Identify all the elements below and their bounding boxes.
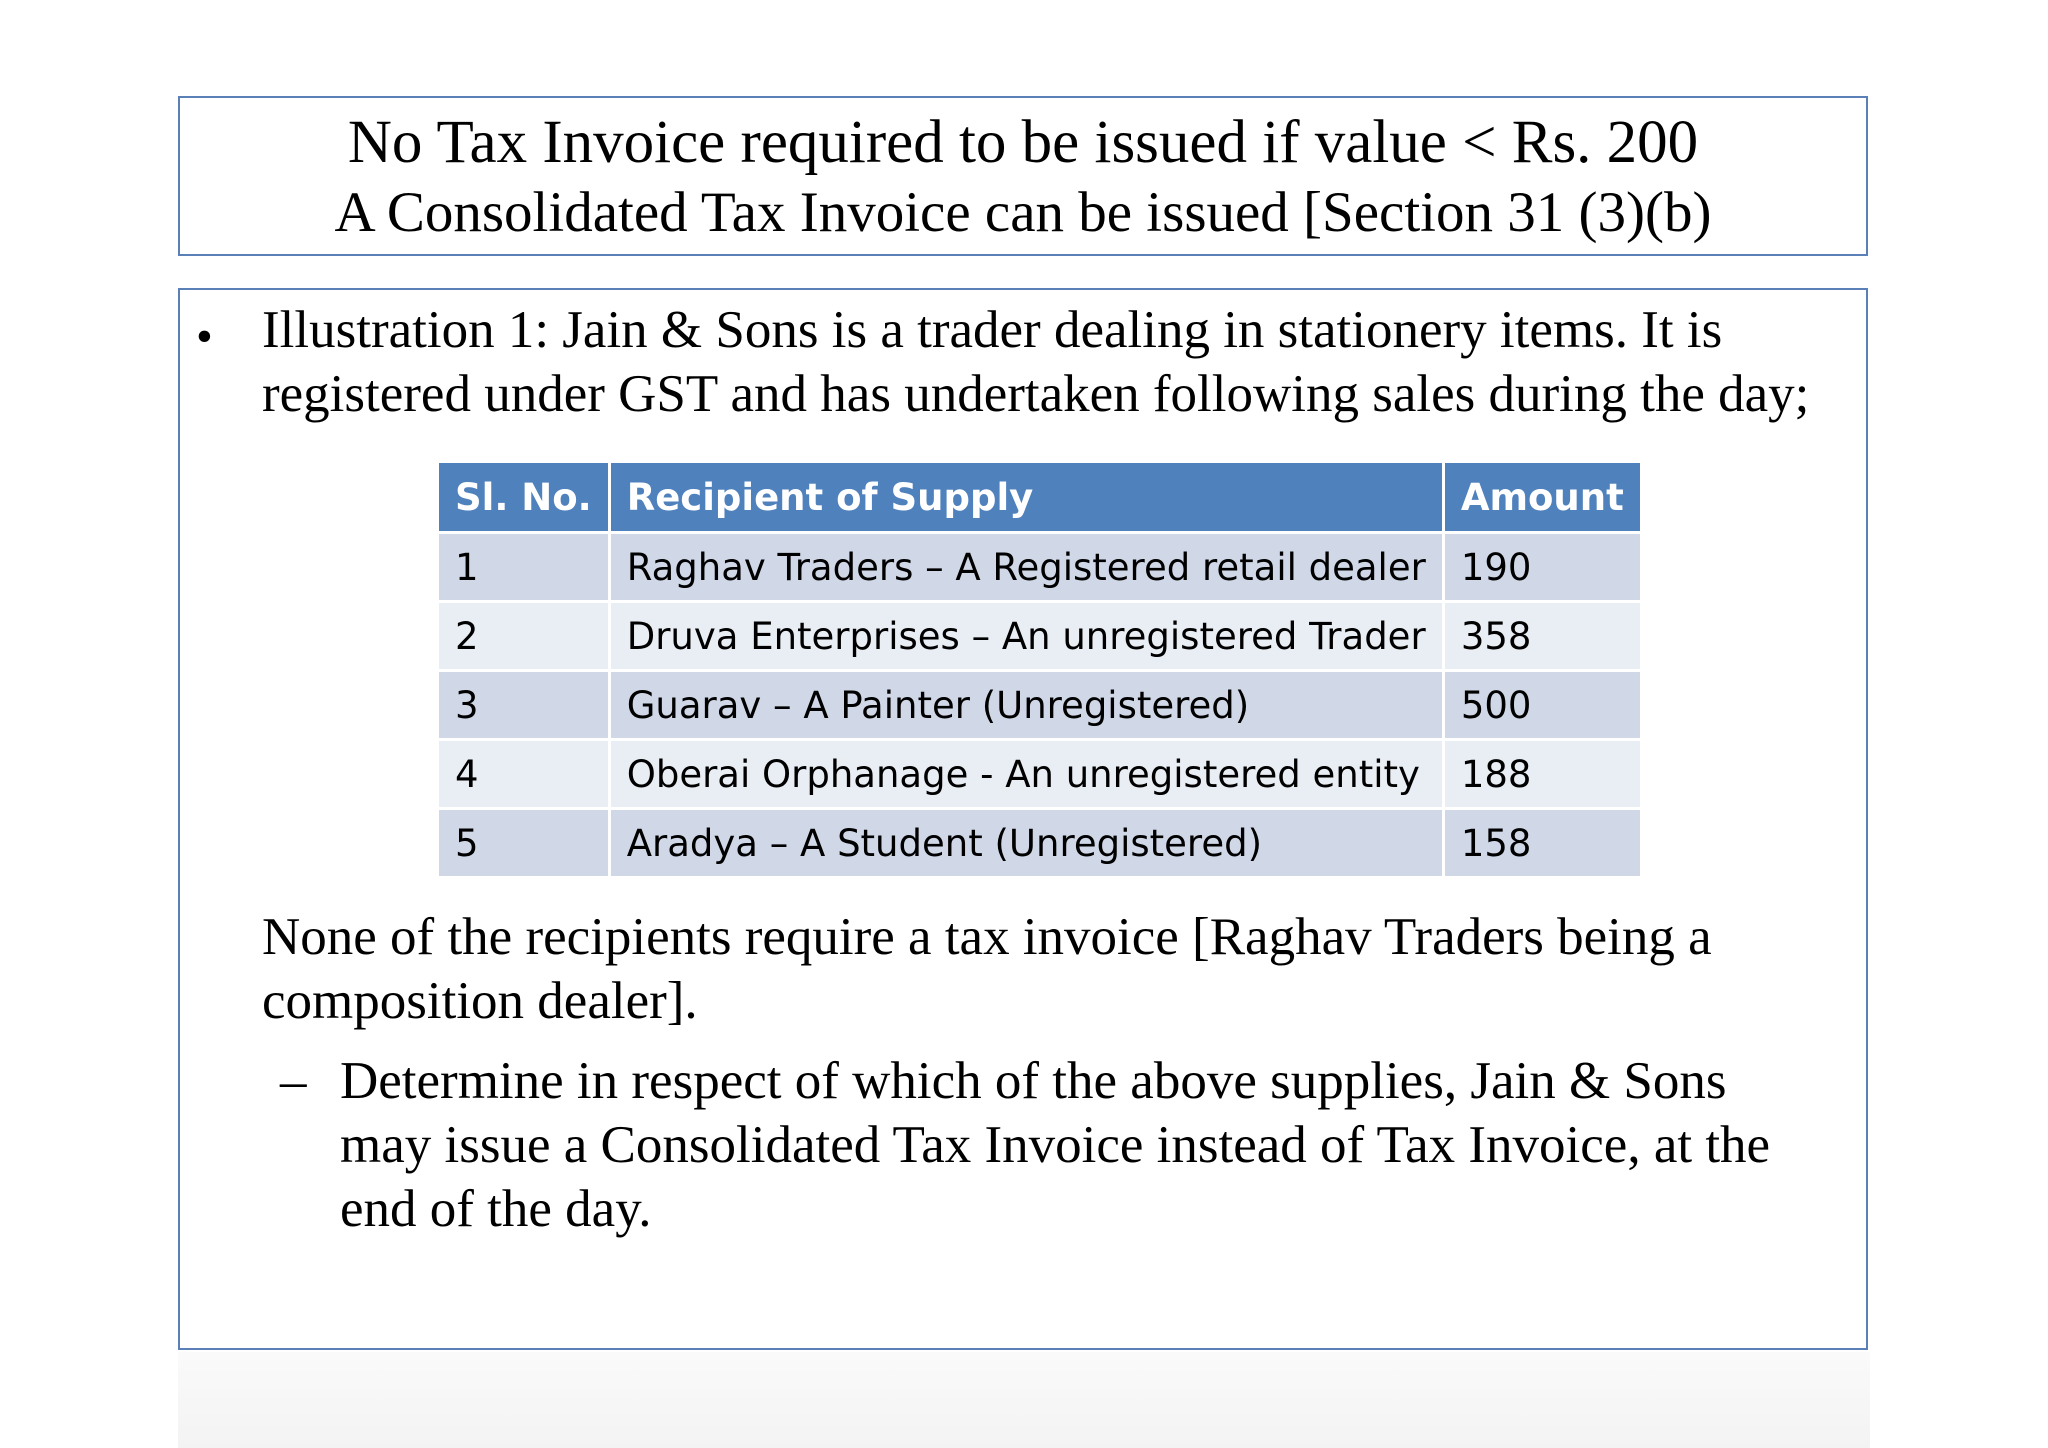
cell-amount: 190	[1443, 533, 1641, 602]
cell-sl-no: 5	[438, 809, 610, 878]
cell-amount: 158	[1443, 809, 1641, 878]
supply-table	[436, 460, 1643, 879]
cell-recipient: Aradya – A Student (Unregistered)	[609, 809, 1443, 878]
table-header-row	[438, 462, 1642, 533]
cell-sl-no: 1	[438, 533, 610, 602]
table-row	[438, 533, 1642, 602]
table-row	[438, 671, 1642, 740]
table-row	[438, 809, 1642, 878]
table-row	[438, 740, 1642, 809]
illustration-text: Illustration 1: Jain & Sons is a trader dealing in stationery items. It is registered under GST and has undertaken following sales during the day;	[262, 301, 1810, 423]
cell-recipient: Oberai Orphanage - An unregistered entity	[609, 740, 1443, 809]
cell-recipient: Druva Enterprises – An unregistered Trader	[609, 602, 1443, 671]
cell-sl-no: 3	[438, 671, 610, 740]
bottom-shadow	[178, 1352, 1870, 1448]
question-text: Determine in respect of which of the above supplies, Jain & Sons may issue a Consolidated Tax Invoice instead of Tax Invoice, at the end of the day.	[340, 1052, 1771, 1238]
cell-recipient: Guarav – A Painter (Unregistered)	[609, 671, 1443, 740]
cell-amount: 500	[1443, 671, 1641, 740]
cell-amount: 358	[1443, 602, 1641, 671]
bullet-icon: •	[196, 310, 213, 363]
table-row	[438, 602, 1642, 671]
cell-sl-no: 2	[438, 602, 610, 671]
cell-sl-no: 4	[438, 740, 610, 809]
title-line-2: A Consolidated Tax Invoice can be issued [Section 31 (3)(b)	[334, 181, 1712, 244]
title-box	[178, 96, 1868, 256]
conclusion-text: None of the recipients require a tax invoice [Raghav Traders being a composition dealer].	[262, 908, 1712, 1030]
cell-recipient: Raghav Traders – A Registered retail dealer	[609, 533, 1443, 602]
header-sl-no: Sl. No.	[438, 462, 610, 533]
dash-icon: –	[280, 1052, 307, 1110]
cell-amount: 188	[1443, 740, 1641, 809]
title-line-1: No Tax Invoice required to be issued if value < Rs. 200	[347, 109, 1699, 176]
header-recipient: Recipient of Supply	[609, 462, 1443, 533]
header-amount: Amount	[1443, 462, 1641, 533]
